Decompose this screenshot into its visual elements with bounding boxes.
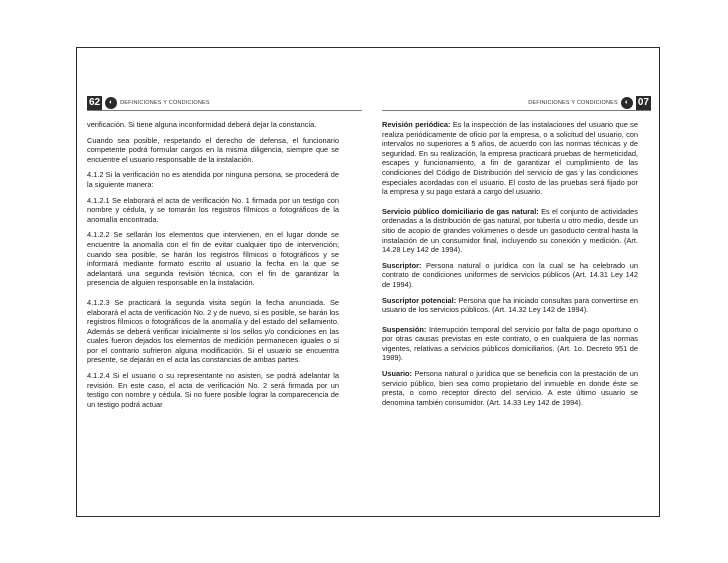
left-page-body	[87, 120, 339, 415]
definition-term: Servicio público domiciliario de gas natural:	[382, 206, 539, 216]
right-page-header	[380, 96, 651, 110]
definition-term: Usuario:	[382, 369, 412, 379]
definition-text: Interrupción temporal del servicio por falta de pago oportuno o por otras causas previstas en este contrato, o en cualquiera de las normas vigentes, relativas a servicios públicos domiciliarios. (Art. 1o. Decreto 951 de 1989).	[382, 324, 638, 363]
definition	[382, 207, 638, 255]
definition-text: Persona natural o jurídica que se beneficia con la prestación de un servicio público, bien sea como propietario del inmueble en donde éste se presta, o como receptor directo del servicio. A este último usuario se denomina también consumidor. (Art. 14.33 Ley 142 de 1994).	[382, 369, 638, 407]
paragraph: 4.1.2.2 Se sellarán los elementos que intervienen, en el lugar donde se encuentre la anomalía con el fin de evitar cualquier tipo de intervención; cuando sea posible, se harán los registros fílmicos o fotográficos y se informará mediante formato escrito al usuario la fecha en la que se adelantará una segunda revisión técnica, con el fin de garantizar la presencia de alguien responsable en la instalación.	[87, 230, 339, 288]
paragraph: 4.1.2 Si la verificación no es atendida por ninguna persona, se procederá de la siguiente manera:	[87, 170, 339, 189]
header-divider	[87, 110, 362, 111]
definition	[382, 296, 638, 315]
right-page-body	[382, 120, 638, 413]
header-title: DEFINICIONES Y CONDICIONES	[528, 100, 618, 106]
definition-text: Es el conjunto de actividades ordenadas a la distribución de gas natural, por tubería u otro medio, desde un sitio de acopio de grandes volúmenes o desde un gasoducto central hasta la instalación de un consumidor final, incluyendo su conexión y medición. (Art. 14.28 Ley 142 de 1994).	[382, 206, 638, 255]
definition-text: Persona natural o jurídica con la cual se ha celebrado un contrato de condiciones uniformes de servicios públicos (Art. 14.31 Ley 142 de 1994).	[382, 260, 638, 289]
brand-logo-icon: ◐	[621, 97, 633, 109]
document-spread	[76, 47, 660, 517]
definition-text: Persona que ha iniciado consultas para convertirse en usuario de los servicios públicos. (Art. 14.32 Ley 142 de 1994).	[382, 295, 638, 315]
definition-term: Revisión periódica:	[382, 120, 451, 129]
paragraph: Cuando sea posible, respetando el derecho de defensa, el funcionario competente podrá formular cargos en la misma diligencia, siempre que se encuentre el usuario responsable de la instalación.	[87, 135, 339, 164]
header-divider	[382, 110, 651, 111]
definition	[382, 325, 638, 363]
definition	[382, 120, 638, 197]
paragraph: 4.1.2.3 Se practicará la segunda visita según la fecha anunciada. Se elaborará el acta de verificación No. 2 y de nuevo, si es posible, se harán los registros fílmicos o fotográficos de la anomalía y del estado del sellamiento. Además se deberá verificar inicialmente si los sellos y/o condiciones en las cuales fueron dejados los elementos de medición permanecen iguales o si por el contrario sufrieron alguna modificación. Si el usuario se encuentra presente, se dejarán en el acta las constancias de ambas partes.	[87, 297, 339, 365]
definition	[382, 369, 638, 407]
definition-term: Suscriptor potencial:	[382, 295, 457, 305]
definition-text: Es la inspección de las instalaciones del usuario que se realiza periódicamente de oficio por la empresa, o a solicitud del usuario, con intervalos no superiores a 5 años, de acuerdo con las normas técnicas y de seguridad. En su realización, la empresa practicará pruebas de hermeticidad, escapes y funcionamiento, a fin de garantizar el cumplimiento de las condiciones del Código de Distribución del servicio de gas y las condiciones especiales acordadas con el usuario. El costo de las pruebas será fijado por la empresa y su pago estará a cargo del usuario.	[382, 120, 638, 197]
page-number: 62	[89, 97, 101, 108]
page-number: 07	[637, 97, 649, 108]
definition	[382, 261, 638, 290]
left-page	[77, 48, 368, 516]
left-page-header	[87, 96, 362, 110]
definition-term: Suspensión:	[382, 324, 427, 334]
paragraph: verificación. Si tiene alguna inconformidad deberá dejar la constancia.	[87, 120, 317, 129]
brand-logo-icon: ◐	[105, 97, 117, 109]
right-page	[368, 48, 659, 516]
header-title: DEFINICIONES Y CONDICIONES	[120, 100, 210, 106]
paragraph: 4.1.2.4 Si el usuario o su representante no asisten, se podrá adelantar la revisión. En este caso, el acta de verificación No. 2 será firmada por un testigo con nombre y cédula. Si no fuere posible lograr la comparecencia de un testigo podrá actuar	[87, 371, 339, 409]
paragraph: 4.1.2.1 Se elaborará el acta de verificación No. 1 firmada por un testigo con nombre y cédula, y se tomarán los registros fílmicos o fotográficos de la anomalía encontrada.	[87, 195, 339, 224]
definition-term: Suscriptor:	[382, 260, 422, 270]
